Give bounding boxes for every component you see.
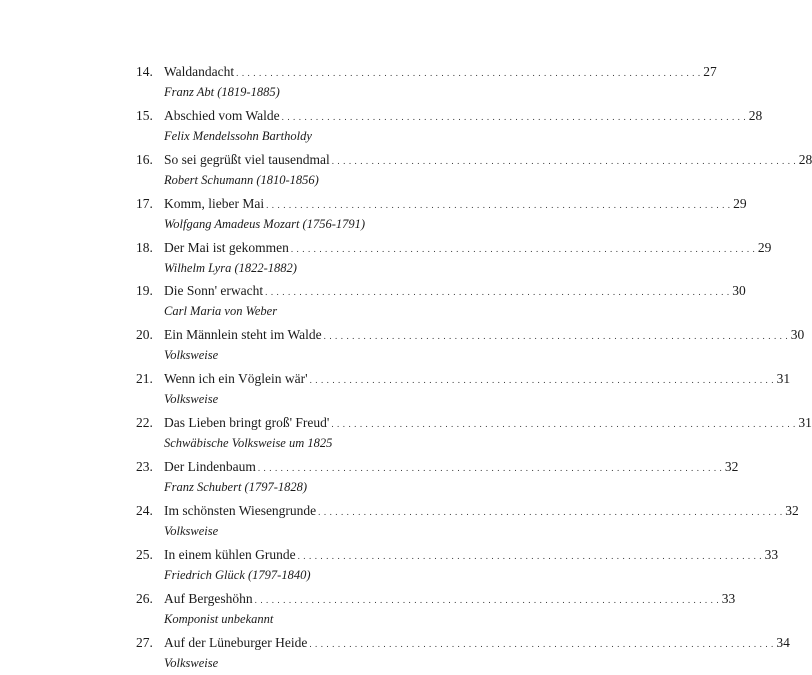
page-number: 29 xyxy=(733,195,747,211)
dot-leader: . . . . . . . . . . . . . . . . . . . . . . . . . . . . . . . . . . . . . . . . . . . . . . . . . . . . . . . . . . . . . . . . . . . . . . . . . . . . . . . . . . xyxy=(331,155,797,166)
toc-entry xyxy=(132,149,812,193)
page-number: 28 xyxy=(798,151,812,167)
page-number: 34 xyxy=(776,634,790,650)
dot-leader: . . . . . . . . . . . . . . . . . . . . . . . . . . . . . . . . . . . . . . . . . . . . . . . . . . . . . . . . . . . . . . . . . . . . . . . . . . . . . . . . . . xyxy=(309,638,774,649)
toc-entry xyxy=(132,500,799,544)
toc-entry xyxy=(132,588,736,632)
song-title: Der Lindenbaum xyxy=(164,459,256,475)
toc-entry xyxy=(132,544,779,588)
dot-leader: . . . . . . . . . . . . . . . . . . . . . . . . . . . . . . . . . . . . . . . . . . . . . . . . . . . . . . . . . . . . . . . . . . . . . . . . . . . . . . . . . . xyxy=(254,594,720,605)
song-title: Waldandacht xyxy=(164,64,235,79)
song-title: Der Mai ist gekommen xyxy=(164,239,289,255)
toc-entry-line xyxy=(132,324,805,345)
song-title: So sei gegrüßt viel tausendmal xyxy=(164,151,330,167)
composer: Friedrich Glück (1797-1840) xyxy=(164,567,311,582)
toc-entry-line xyxy=(132,544,779,565)
entry-number: 25. xyxy=(136,546,153,562)
song-title: Im schönsten Wiesengrunde xyxy=(164,502,317,518)
entry-number: 27. xyxy=(136,634,153,650)
toc-entry-line xyxy=(132,193,747,214)
song-title: Ein Männlein steht im Walde xyxy=(164,327,322,343)
song-title: Das Lieben bringt groß' Freud' xyxy=(164,415,330,431)
toc-entry xyxy=(132,412,812,456)
toc-entry-line xyxy=(132,105,763,126)
composer: Carl Maria von Weber xyxy=(164,304,278,319)
dot-leader: . . . . . . . . . . . . . . . . . . . . . . . . . . . . . . . . . . . . . . . . . . . . . . . . . . . . . . . . . . . . . . . . . . . . . . . . . . . . . . . . . . xyxy=(281,111,747,122)
entry-number: 21. xyxy=(136,371,153,387)
dot-leader: . . . . . . . . . . . . . . . . . . . . . . . . . . . . . . . . . . . . . . . . . . . . . . . . . . . . . . . . . . . . . . . . . . . . . . . . . . . . . . . . . . xyxy=(323,331,789,342)
toc-entry-line xyxy=(132,368,791,389)
entry-number: 19. xyxy=(136,283,153,299)
entry-number: 18. xyxy=(136,239,153,255)
toc-entry xyxy=(132,193,747,237)
page-number: 33 xyxy=(764,546,779,562)
toc-entry xyxy=(132,280,746,324)
page-number: 30 xyxy=(790,327,805,343)
toc-entry-line xyxy=(132,500,799,521)
page-number: 27 xyxy=(703,64,717,79)
entry-number: 17. xyxy=(136,195,153,211)
song-title: Die Sonn' erwacht xyxy=(164,283,264,299)
composer: Volksweise xyxy=(164,392,219,407)
entry-number: 15. xyxy=(136,107,153,123)
composer: Schwäbische Volksweise um 1825 xyxy=(164,436,333,451)
dot-leader: . . . . . . . . . . . . . . . . . . . . . . . . . . . . . . . . . . . . . . . . . . . . . . . . . . . . . . . . . . . . . . . . . . . . . . . . . . . . . . . . . . xyxy=(236,68,701,78)
composer: Robert Schumann (1810-1856) xyxy=(164,172,319,187)
dot-leader: . . . . . . . . . . . . . . . . . . . . . . . . . . . . . . . . . . . . . . . . . . . . . . . . . . . . . . . . . . . . . . . . . . . . . . . . . . . . . . . . . . xyxy=(290,243,756,254)
page-number: 33 xyxy=(721,590,736,606)
entry-number: 14. xyxy=(136,64,153,79)
song-title: Wenn ich ein Vöglein wär' xyxy=(164,371,308,387)
song-title: Auf der Lüneburger Heide xyxy=(164,634,308,650)
toc-entry xyxy=(132,368,791,412)
toc-entry xyxy=(132,632,790,675)
toc-entry xyxy=(132,324,805,368)
song-title: Auf Bergeshöhn xyxy=(164,590,253,606)
page-number: 28 xyxy=(748,107,763,123)
dot-leader: . . . . . . . . . . . . . . . . . . . . . . . . . . . . . . . . . . . . . . . . . . . . . . . . . . . . . . . . . . . . . . . . . . . . . . . . . . . . . . . . . . xyxy=(266,199,731,210)
toc-entry xyxy=(132,237,772,281)
entry-number: 20. xyxy=(136,327,153,343)
toc-entry-line xyxy=(132,456,739,477)
toc-entry-line xyxy=(132,632,790,653)
toc-entry-line xyxy=(132,149,812,170)
toc-entry xyxy=(132,456,739,500)
page-number: 31 xyxy=(776,371,791,387)
toc-entry-line xyxy=(132,237,772,258)
entry-number: 22. xyxy=(136,415,153,431)
table-of-contents xyxy=(132,61,812,675)
toc-entry-line xyxy=(132,61,717,82)
composer: Komponist unbekannt xyxy=(164,611,274,626)
song-title: Abschied vom Walde xyxy=(164,107,280,123)
dot-leader: . . . . . . . . . . . . . . . . . . . . . . . . . . . . . . . . . . . . . . . . . . . . . . . . . . . . . . . . . . . . . . . . . . . . . . . . . . . . . . . . . . xyxy=(318,506,783,517)
song-title: Komm, lieber Mai xyxy=(164,195,265,211)
toc-entry-line xyxy=(132,588,736,609)
composer: Volksweise xyxy=(164,655,219,670)
page-number: 29 xyxy=(757,239,772,255)
dot-leader: . . . . . . . . . . . . . . . . . . . . . . . . . . . . . . . . . . . . . . . . . . . . . . . . . . . . . . . . . . . . . . . . . . . . . . . . . . . . . . . . . . xyxy=(331,419,796,430)
dot-leader: . . . . . . . . . . . . . . . . . . . . . . . . . . . . . . . . . . . . . . . . . . . . . . . . . . . . . . . . . . . . . . . . . . . . . . . . . . . . . . . . . . xyxy=(297,550,763,561)
entry-number: 24. xyxy=(136,502,153,518)
page-number: 32 xyxy=(724,459,739,475)
composer: Volksweise xyxy=(164,523,219,538)
page-number: 31 xyxy=(798,415,812,431)
song-title: In einem kühlen Grunde xyxy=(164,546,296,562)
composer: Franz Abt (1819-1885) xyxy=(164,85,280,99)
toc-entry-line xyxy=(132,280,746,301)
dot-leader: . . . . . . . . . . . . . . . . . . . . . . . . . . . . . . . . . . . . . . . . . . . . . . . . . . . . . . . . . . . . . . . . . . . . . . . . . . . . . . . . . . xyxy=(309,375,775,386)
page-number: 32 xyxy=(785,502,799,518)
entry-number: 26. xyxy=(136,590,153,606)
composer: Franz Schubert (1797-1828) xyxy=(164,480,308,495)
toc-entry-line xyxy=(132,412,812,433)
page-number: 30 xyxy=(732,283,746,299)
composer: Wolfgang Amadeus Mozart (1756-1791) xyxy=(164,216,366,231)
entry-number: 16. xyxy=(136,151,153,167)
dot-leader: . . . . . . . . . . . . . . . . . . . . . . . . . . . . . . . . . . . . . . . . . . . . . . . . . . . . . . . . . . . . . . . . . . . . . . . . . . . . . . . . . . xyxy=(257,463,723,474)
composer: Volksweise xyxy=(164,348,219,363)
dot-leader: . . . . . . . . . . . . . . . . . . . . . . . . . . . . . . . . . . . . . . . . . . . . . . . . . . . . . . . . . . . . . . . . . . . . . . . . . . . . . . . . . . xyxy=(265,287,730,298)
toc-entry xyxy=(132,105,763,149)
toc-entry xyxy=(132,61,717,105)
entry-number: 23. xyxy=(136,459,153,475)
composer: Felix Mendelssohn Bartholdy xyxy=(164,128,312,143)
composer: Wilhelm Lyra (1822-1882) xyxy=(164,260,297,275)
